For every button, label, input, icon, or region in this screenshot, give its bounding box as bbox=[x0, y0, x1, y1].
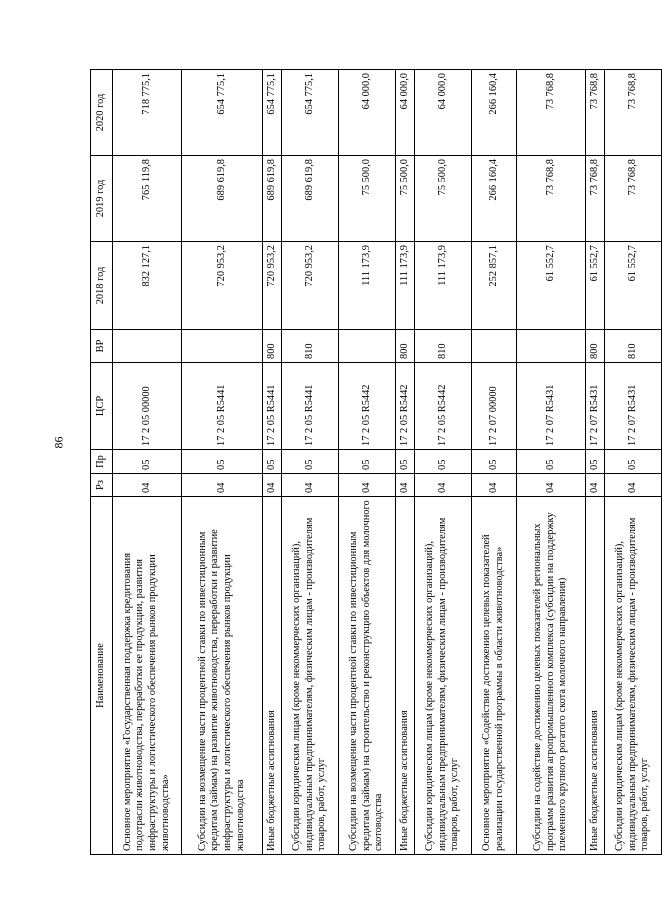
cell-csr: 17 2 07 R5431 bbox=[605, 363, 662, 450]
cell-name: Иные бюджетные ассигнования bbox=[586, 497, 605, 855]
cell-pr: 05 bbox=[415, 450, 472, 474]
header-name: Наименование bbox=[91, 497, 113, 855]
cell-rz: 04 bbox=[113, 474, 182, 497]
cell-2020: 654 775,1 bbox=[263, 70, 282, 156]
table-row bbox=[605, 70, 662, 855]
cell-2019: 75 500,0 bbox=[415, 156, 472, 242]
cell-csr: 17 2 05 R5442 bbox=[339, 363, 396, 450]
cell-rz: 04 bbox=[182, 474, 263, 497]
cell-pr: 05 bbox=[282, 450, 339, 474]
cell-2018: 61 552,7 bbox=[517, 242, 586, 330]
header-rz: Рз bbox=[91, 474, 113, 497]
cell-pr: 05 bbox=[605, 450, 662, 474]
cell-pr: 05 bbox=[586, 450, 605, 474]
cell-csr: 17 2 05 R5441 bbox=[282, 363, 339, 450]
cell-csr: 17 2 05 R5441 bbox=[182, 363, 263, 450]
cell-2019: 689 619,8 bbox=[263, 156, 282, 242]
cell-2020: 718 775,1 bbox=[113, 70, 182, 156]
table-row bbox=[517, 70, 586, 855]
cell-2019: 75 500,0 bbox=[339, 156, 396, 242]
cell-csr: 17 2 05 R5442 bbox=[415, 363, 472, 450]
cell-2019: 689 619,8 bbox=[182, 156, 263, 242]
header-2019: 2019 год bbox=[91, 156, 113, 242]
cell-2020: 73 768,8 bbox=[517, 70, 586, 156]
cell-rz: 04 bbox=[282, 474, 339, 497]
cell-vr: 800 bbox=[396, 330, 415, 363]
cell-2018: 832 127,1 bbox=[113, 242, 182, 330]
cell-vr: 810 bbox=[605, 330, 662, 363]
cell-2018: 720 953,2 bbox=[182, 242, 263, 330]
cell-name: Субсидии на возмещение части процентной ставки по инвестиционным кредитам (займам) на строительство и реконструкцию объектов для молочного скотоводства bbox=[339, 497, 396, 855]
header-vr: ВР bbox=[91, 330, 113, 363]
cell-pr: 05 bbox=[182, 450, 263, 474]
cell-2018: 111 173,9 bbox=[339, 242, 396, 330]
cell-2018: 111 173,9 bbox=[396, 242, 415, 330]
cell-2019: 73 768,8 bbox=[517, 156, 586, 242]
cell-name: Субсидии юридическим лицам (кроме некоммерческих организаций), индивидуальным предпринимателям, физическим лицам - производителям товаров, работ, услуг bbox=[282, 497, 339, 855]
cell-2020: 64 000,0 bbox=[339, 70, 396, 156]
cell-2018: 720 953,2 bbox=[282, 242, 339, 330]
cell-2020: 654 775,1 bbox=[182, 70, 263, 156]
table-row bbox=[263, 70, 282, 855]
header-row bbox=[91, 70, 113, 855]
cell-csr: 17 2 05 R5441 bbox=[263, 363, 282, 450]
cell-vr: 810 bbox=[415, 330, 472, 363]
cell-csr: 17 2 07 00000 bbox=[472, 363, 517, 450]
cell-rz: 04 bbox=[396, 474, 415, 497]
cell-2020: 73 768,8 bbox=[586, 70, 605, 156]
cell-rz: 04 bbox=[263, 474, 282, 497]
cell-2020: 73 768,8 bbox=[605, 70, 662, 156]
cell-rz: 04 bbox=[605, 474, 662, 497]
table-row bbox=[472, 70, 517, 855]
cell-2020: 64 000,0 bbox=[396, 70, 415, 156]
cell-csr: 17 2 07 R5431 bbox=[586, 363, 605, 450]
cell-name: Субсидии юридическим лицам (кроме некоммерческих организаций), индивидуальным предпринимателям, физическим лицам - производителям товаров, работ, услуг bbox=[605, 497, 662, 855]
table-row bbox=[586, 70, 605, 855]
cell-2019: 73 768,8 bbox=[586, 156, 605, 242]
cell-vr: 810 bbox=[282, 330, 339, 363]
table-row bbox=[182, 70, 263, 855]
header-2018: 2018 год bbox=[91, 242, 113, 330]
cell-vr: 800 bbox=[263, 330, 282, 363]
cell-2018: 720 953,2 bbox=[263, 242, 282, 330]
cell-pr: 05 bbox=[472, 450, 517, 474]
cell-rz: 04 bbox=[586, 474, 605, 497]
cell-pr: 05 bbox=[396, 450, 415, 474]
table-row bbox=[113, 70, 182, 855]
cell-pr: 05 bbox=[517, 450, 586, 474]
cell-vr bbox=[113, 330, 182, 363]
cell-2018: 61 552,7 bbox=[586, 242, 605, 330]
table-header bbox=[91, 70, 113, 855]
cell-2020: 266 160,4 bbox=[472, 70, 517, 156]
cell-pr: 05 bbox=[263, 450, 282, 474]
header-2020: 2020 год bbox=[91, 70, 113, 156]
cell-csr: 17 2 05 00000 bbox=[113, 363, 182, 450]
cell-2019: 73 768,8 bbox=[605, 156, 662, 242]
cell-name: Субсидии на возмещение части процентной ставки по инвестиционным кредитам (займам) на развитие животноводства, переработки и развитие инфраструктуры и логистического обеспечения рынков продукции животноводства bbox=[182, 497, 263, 855]
cell-2019: 266 160,4 bbox=[472, 156, 517, 242]
cell-2020: 654 775,1 bbox=[282, 70, 339, 156]
cell-vr bbox=[517, 330, 586, 363]
cell-csr: 17 2 05 R5442 bbox=[396, 363, 415, 450]
cell-name: Иные бюджетные ассигнования bbox=[263, 497, 282, 855]
table-row bbox=[282, 70, 339, 855]
cell-2020: 64 000,0 bbox=[415, 70, 472, 156]
cell-name: Субсидии на содействие достижению целевых показателей региональных программ развития агропромышленного комплекса (субсидии на поддержку племенного крупного рогатого скота молочного направления) bbox=[517, 497, 586, 855]
cell-2019: 689 619,8 bbox=[282, 156, 339, 242]
cell-rz: 04 bbox=[472, 474, 517, 497]
cell-name: Основное мероприятие «Государственная поддержка кредитования подотрасли животноводства, переработки ее продукции, развития инфраструктуры и логистического обеспечения рынков продукции животноводства» bbox=[113, 497, 182, 855]
cell-2018: 61 552,7 bbox=[605, 242, 662, 330]
cell-vr bbox=[339, 330, 396, 363]
cell-name: Основное мероприятие «Содействие достижению целевых показателей реализации государственной программы в области животноводства» bbox=[472, 497, 517, 855]
cell-2018: 111 173,9 bbox=[415, 242, 472, 330]
cell-pr: 05 bbox=[339, 450, 396, 474]
cell-rz: 04 bbox=[415, 474, 472, 497]
cell-name: Субсидии юридическим лицам (кроме некоммерческих организаций), индивидуальным предпринимателям, физическим лицам - производителям товаров, работ, услуг bbox=[415, 497, 472, 855]
cell-name: Иные бюджетные ассигнования bbox=[396, 497, 415, 855]
table-body bbox=[113, 70, 662, 855]
cell-vr: 800 bbox=[586, 330, 605, 363]
cell-2019: 75 500,0 bbox=[396, 156, 415, 242]
budget-table bbox=[90, 69, 662, 855]
table-row bbox=[415, 70, 472, 855]
cell-csr: 17 2 07 R5431 bbox=[517, 363, 586, 450]
cell-rz: 04 bbox=[517, 474, 586, 497]
cell-2019: 765 119,8 bbox=[113, 156, 182, 242]
cell-2018: 252 857,1 bbox=[472, 242, 517, 330]
cell-vr bbox=[182, 330, 263, 363]
rotated-table-container bbox=[90, 70, 651, 855]
header-csr: ЦСР bbox=[91, 363, 113, 450]
table-row bbox=[396, 70, 415, 855]
page-number: 86 bbox=[51, 436, 66, 449]
cell-vr bbox=[472, 330, 517, 363]
cell-rz: 04 bbox=[339, 474, 396, 497]
header-pr: Пр bbox=[91, 450, 113, 474]
cell-pr: 05 bbox=[113, 450, 182, 474]
table-row bbox=[339, 70, 396, 855]
